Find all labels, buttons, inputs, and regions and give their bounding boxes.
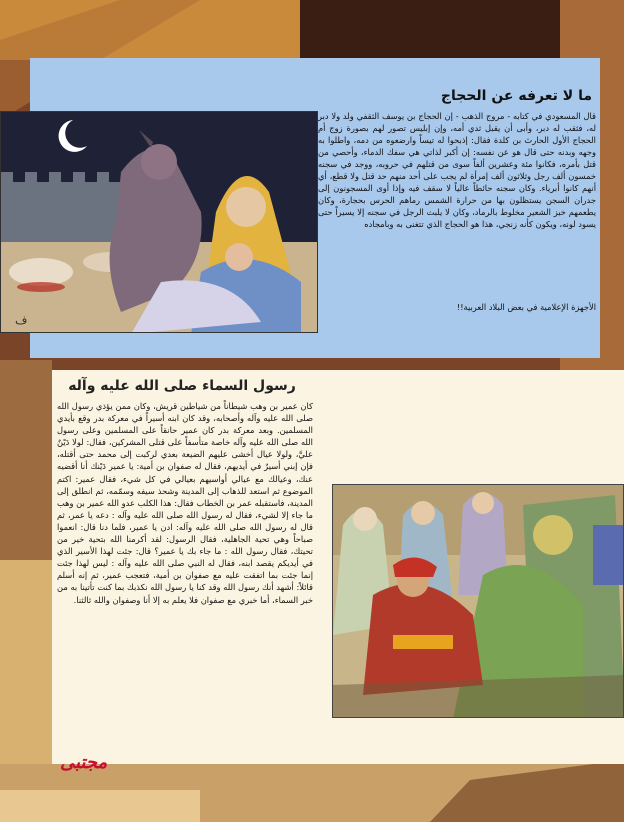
illustration-hajjaj — [0, 111, 318, 333]
article-body-end: الأجهزة الإعلامية في بعض البلاد العربية!! — [456, 302, 596, 312]
artist-signature-icon: ف — [15, 313, 28, 327]
article-title: ما لا تعرفه عن الحجاج — [440, 88, 592, 104]
article-body: قال المسعودي في كتابه - مروج الذهب - إن الحجاج بن يوسف الثقفي ولد ولا دبر له، فثقب له دبر، وأبى أن يقبل ثدي أمه، وإن إبليس تصور لهم بصورة زوج أم الحجاج الأول الحارث بن كلدة فقال: إذبحوا له تيساً وارضعوه من دمه، واطلوا به وجهه وبدنه حتى قال هو عن نفسه: إن أكبر لذاتي هي سفك الدماء، وأحصي من قتل بأمره، فكانوا مئة وعشرين ألفاً سوى من قتلهم في حروبه، ووجد في سجنه خمسون ألف رجل وثلاثون ألف إمرأة لم يجب على أحد منهم حد قتل ولا قطع، أي أنهم كانوا أبرياء. وكان سجنه حائطاً عالياً لا سقف فيه وإذا أوى المسجونون إلى جدران السجن يستظلون بها من حرارة الشمس رماهم الحرس بحجارة، وكان يطعمهم خبز الشعير مخلوط بالرماد، وكان لا يلبث الرجل في سجنه إلا يسيراً حتى يسود لونه، ويكون كأنه زنجي، هذا هو الحجاج الذي تتغنى به وبامجاده — [318, 111, 596, 229]
article-body: كان عمير بن وهب شيطاناً من شياطين قريش، وكان ممن يؤذي رسول الله صلى الله عليه وآله وأصحابه، وقد كان ابنه أسيراً في معركة بدر وقع بأيدي المسلمين. وبعد معركة بدر كان عمير حانقاً على المسلمين وعلى رسول الله صلى الله عليه وآله خاصة متأسفاً على قتلى المشركين، فقال: لولا دَيْنٌ عليَّ، ولولا عيال أخشى عليهم الضيعة بعدي لركبت إلى محمد حتى أقتله، فإن إبني أسيرٌ في أيديهم، فقال له صفوان بن أمية: يا عمير دَيْنك أنا أقضيه عنك، وعيالك مع عيالي أواسيهم بعيالي في كل شيء، فقال عمير: اكتم الموضوع ثم استعد للذهاب إلى المدينة وشحذ سيفه وسمّمه، ثم انطلق إلى المدينة، فاستقبله عمر بن الخطاب فقال: هذا الكلب عدو الله عمير بن وهب ما جاء إلا لشيء، فقال له رسول الله صلى الله عليه وآله : دعه يا عمر، ثم قال له رسول الله صلى الله عليه وآله: ادن يا عمير، فلما دنا قال: انعموا صباحاً وهي تحية الجاهلية، فقال الرسول: لقد أكرمنا الله بتحية خير من تحيتك، فقال رسول الله : ما جاء بك يا عمير؟ قال: جئت لهذا الأسير الذي في أيديكم يقصد ابنه، فقال له النبي صلى الله عليه وآله : ليس لهذا جئت إنما جئت بما اتفقت عليه مع صفوان بن أمية، فتعجب عمير، ثم إنه أسلم قائلاً: أشهد أنك رسول الله وقد كنا يا رسول الله نكذبك بما كنت تأتينا به من خبر السماء، أما خبري مع صفوان فلا يعلم به إلا أنا وصفوان والله ثالثنا. — [57, 401, 313, 605]
magazine-logo: مجتبى — [60, 752, 108, 773]
illustration-prophet — [332, 484, 624, 718]
article-title: رسول السماء صلى الله عليه وآله — [68, 378, 296, 394]
